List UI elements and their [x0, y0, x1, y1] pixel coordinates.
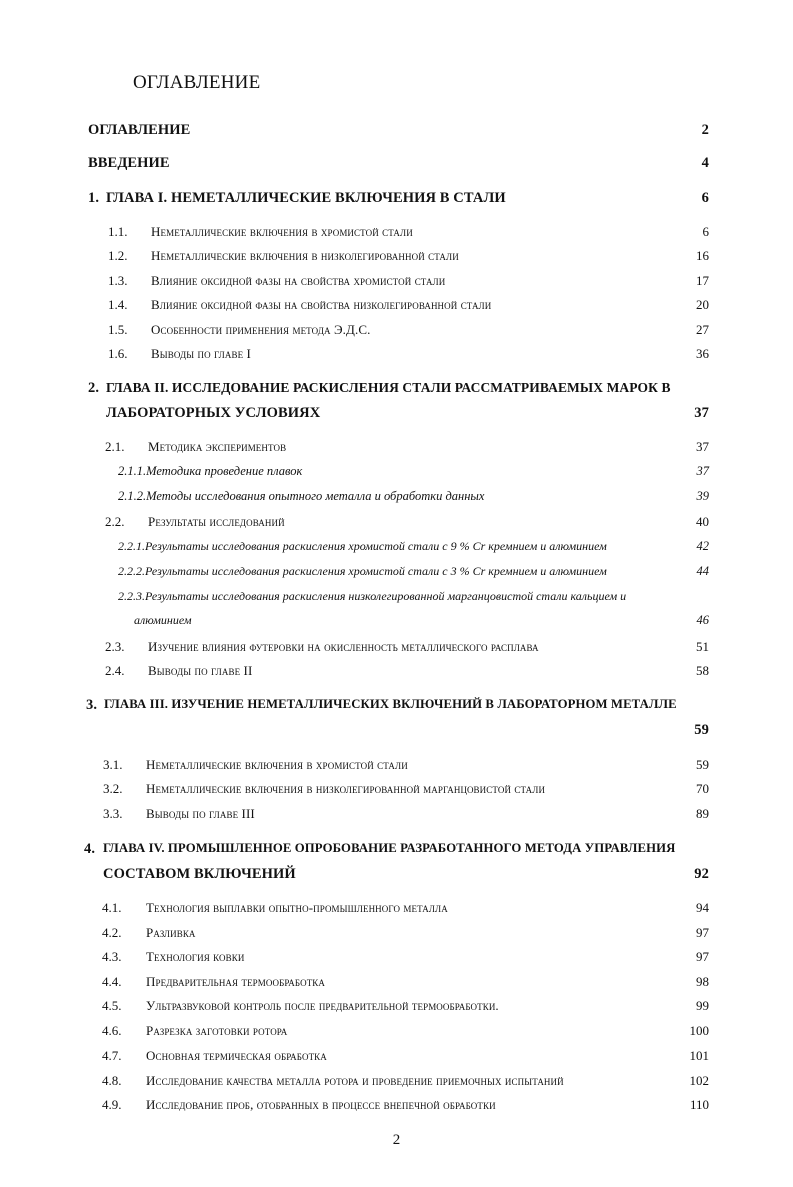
toc-entry-title: Технология выплавки опытно-промышленного металла: [146, 900, 448, 915]
toc-entry-title: Методика экспериментов: [148, 439, 287, 454]
toc-entry-title: Особенности применения метода Э.Д.С.: [151, 322, 371, 337]
toc-entry-number: 2.: [88, 380, 100, 396]
toc-entry-page: 37: [696, 439, 709, 454]
toc-entry-number: 3.1.: [103, 757, 123, 772]
toc-section-4-1: [0, 900, 793, 922]
toc-entry-number: 2.1.: [105, 439, 125, 454]
toc-entry-number: 3.2.: [103, 781, 123, 796]
toc-entry-title: 2.2.1.Результаты исследования раскисления хромистой стали с 9 % Cr кремнием и алюминием: [118, 539, 607, 553]
toc-entry-number: 1.1.: [108, 224, 128, 239]
toc-entry-page: 110: [689, 1097, 709, 1112]
toc-entry-page: 97: [696, 949, 709, 964]
toc-entry-number: 4.7.: [102, 1048, 122, 1063]
toc-entry-page: 51: [696, 639, 709, 654]
toc-entry-number: 4.: [84, 841, 96, 857]
toc-section-2-4: [0, 663, 793, 685]
toc-entry-page: 89: [696, 806, 709, 821]
toc-section-3-2: [0, 781, 793, 803]
toc-subsection-2-2-1: [0, 539, 793, 561]
page-number-footer: 2: [392, 1132, 401, 1148]
toc-chapter-3: [0, 697, 793, 719]
toc-entry-page: 37: [694, 405, 709, 421]
toc-entry-page: 100: [689, 1023, 709, 1038]
toc-chapter-2: [0, 380, 793, 402]
toc-entry-page: 59: [696, 757, 709, 772]
toc-entry-number: 4.6.: [102, 1023, 122, 1038]
toc-section-1-5: [0, 322, 793, 344]
toc-entry-page: 98: [696, 974, 709, 989]
toc-entry-title: ГЛАВА I. НЕМЕТАЛЛИЧЕСКИЕ ВКЛЮЧЕНИЯ В СТАЛИ: [106, 190, 506, 206]
toc-section-4-5: [0, 998, 793, 1020]
toc-entry-page: 46: [696, 613, 709, 627]
toc-entry-page: 17: [696, 273, 709, 288]
toc-entry-page: 4: [701, 155, 709, 171]
toc-chapter-3-page: [0, 722, 793, 744]
toc-entry-title: 2.2.3.Результаты исследования раскисления низколегированной марганцовистой стали кальцием и: [118, 589, 627, 603]
toc-entry-introduction: [0, 155, 793, 177]
toc-section-4-8: [0, 1073, 793, 1095]
toc-section-3-3: [0, 806, 793, 828]
toc-entry-page: 16: [696, 248, 709, 263]
toc-entry-number: 2.3.: [105, 639, 125, 654]
toc-entry-contents: [0, 122, 793, 144]
toc-section-1-3: [0, 273, 793, 295]
toc-entry-title: 2.1.2.Методы исследования опытного металла и обработки данных: [118, 489, 485, 503]
toc-entry-page: 101: [689, 1048, 709, 1063]
toc-entry-title: Неметаллические включения в хромистой стали: [146, 757, 408, 772]
toc-entry-number: 4.5.: [102, 998, 122, 1013]
toc-subsection-2-2-2: [0, 564, 793, 586]
toc-subsection-2-1-1: [0, 464, 793, 486]
toc-section-1-6: [0, 346, 793, 368]
toc-entry-title: 2.2.2.Результаты исследования раскисления хромистой стали с 3 % Cr кремнием и алюминием: [118, 564, 607, 578]
toc-entry-number: 1.4.: [108, 297, 128, 312]
toc-entry-number: 1.6.: [108, 346, 128, 361]
toc-section-4-6: [0, 1023, 793, 1045]
toc-entry-number: 4.9.: [102, 1097, 122, 1112]
toc-entry-number: 1.2.: [108, 248, 128, 263]
toc-entry-page: 92: [694, 866, 709, 882]
toc-entry-number: 4.8.: [102, 1073, 122, 1088]
toc-entry-title: Ультразвуковой контроль после предварительной термообработки.: [146, 998, 499, 1013]
toc-entry-title: Технология ковки: [146, 949, 245, 964]
toc-entry-page: 70: [696, 781, 709, 796]
toc-entry-title: Разливка: [146, 925, 196, 940]
toc-entry-title-continued: алюминием: [134, 613, 192, 627]
toc-entry-page: 36: [696, 346, 709, 361]
toc-entry-page: 97: [696, 925, 709, 940]
toc-entry-title-continued: СОСТАВОМ ВКЛЮЧЕНИЙ: [103, 866, 296, 882]
toc-entry-title: ОГЛАВЛЕНИЕ: [88, 122, 191, 138]
toc-entry-title: Выводы по главе III: [146, 806, 255, 821]
toc-section-1-1: [0, 224, 793, 246]
toc-entry-page: 99: [696, 998, 709, 1013]
toc-entry-page: 2: [701, 122, 709, 138]
toc-chapter-1: [0, 190, 793, 212]
toc-section-1-4: [0, 297, 793, 319]
toc-section-2-2: [0, 514, 793, 536]
toc-chapter-4-continued: [0, 866, 793, 888]
toc-entry-title: Изучение влияния футеровки на окисленность металлического расплава: [148, 639, 539, 654]
toc-entry-title: Разрезка заготовки ротора: [146, 1023, 288, 1038]
toc-entry-title: Неметаллические включения в хромистой стали: [151, 224, 413, 239]
toc-section-3-1: [0, 757, 793, 779]
toc-entry-page: 37: [696, 464, 709, 478]
toc-entry-title: Влияние оксидной фазы на свойства низколегированной стали: [151, 297, 492, 312]
toc-entry-title: Неметаллические включения в низколегированной стали: [151, 248, 459, 263]
toc-subsection-2-2-3: [0, 589, 793, 611]
toc-entry-page: 40: [696, 514, 709, 529]
toc-entry-page: 39: [696, 489, 709, 503]
toc-entry-page: 20: [696, 297, 709, 312]
toc-entry-number: 2.4.: [105, 663, 125, 678]
toc-entry-title: ГЛАВА IV. ПРОМЫШЛЕННОЕ ОПРОБОВАНИЕ РАЗРАБОТАННОГО МЕТОДА УПРАВЛЕНИЯ: [103, 841, 676, 855]
toc-entry-title: Влияние оксидной фазы на свойства хромистой стали: [151, 273, 446, 288]
toc-entry-page: 27: [696, 322, 709, 337]
toc-entry-title: Основная термическая обработка: [146, 1048, 327, 1063]
toc-subsection-2-1-2: [0, 489, 793, 511]
toc-entry-title: Результаты исследований: [148, 514, 285, 529]
toc-subsection-2-2-3-continued: [0, 613, 793, 635]
toc-entry-title: Предварительная термообработка: [146, 974, 326, 989]
toc-entry-number: 2.2.: [105, 514, 125, 529]
toc-entry-number: 4.1.: [102, 900, 122, 915]
toc-entry-title: Выводы по главе II: [148, 663, 253, 678]
toc-entry-title: ВВЕДЕНИЕ: [88, 155, 170, 171]
toc-chapter-2-continued: [0, 405, 793, 427]
toc-entry-title: Исследование качества металла ротора и проведение приемочных испытаний: [146, 1073, 564, 1088]
toc-entry-page: 6: [701, 190, 709, 206]
toc-entry-number: 4.2.: [102, 925, 122, 940]
page-heading: ОГЛАВЛЕНИЕ: [133, 72, 261, 93]
toc-entry-page: 42: [696, 539, 709, 553]
toc-entry-title: Неметаллические включения в низколегированной марганцовистой стали: [146, 781, 546, 796]
toc-entry-title: Исследование проб, отобранных в процессе внепечной обработки: [146, 1097, 496, 1112]
toc-entry-title: Выводы по главе I: [151, 346, 251, 361]
toc-entry-page: 44: [696, 564, 709, 578]
toc-entry-number: 4.4.: [102, 974, 122, 989]
toc-entry-number: 1.5.: [108, 322, 128, 337]
toc-section-4-9: [0, 1097, 793, 1119]
toc-entry-number: 3.3.: [103, 806, 123, 821]
toc-section-4-2: [0, 925, 793, 947]
toc-section-4-4: [0, 974, 793, 996]
toc-entry-number: 1.: [88, 190, 100, 206]
toc-entry-page: 58: [696, 663, 709, 678]
toc-entry-page: 59: [694, 722, 709, 738]
toc-chapter-4: [0, 841, 793, 863]
toc-section-4-7: [0, 1048, 793, 1070]
toc-section-4-3: [0, 949, 793, 971]
toc-section-2-1: [0, 439, 793, 461]
toc-entry-number: 3.: [86, 697, 98, 713]
toc-section-1-2: [0, 248, 793, 270]
toc-entry-title: ГЛАВА III. ИЗУЧЕНИЕ НЕМЕТАЛЛИЧЕСКИХ ВКЛЮЧЕНИЙ В ЛАБОРАТОРНОМ МЕТАЛЛЕ: [104, 697, 677, 711]
toc-entry-page: 102: [689, 1073, 709, 1088]
toc-entry-number: 4.3.: [102, 949, 122, 964]
toc-section-2-3: [0, 639, 793, 661]
toc-entry-page: 94: [696, 900, 709, 915]
toc-entry-title: 2.1.1.Методика проведение плавок: [118, 464, 303, 478]
toc-entry-number: 1.3.: [108, 273, 128, 288]
toc-entry-page: 6: [702, 224, 709, 239]
toc-entry-title: ГЛАВА II. ИССЛЕДОВАНИЕ РАСКИСЛЕНИЯ СТАЛИ РАССМАТРИВАЕМЫХ МАРОК В: [106, 380, 671, 395]
toc-entry-title-continued: ЛАБОРАТОРНЫХ УСЛОВИЯХ: [106, 405, 321, 421]
